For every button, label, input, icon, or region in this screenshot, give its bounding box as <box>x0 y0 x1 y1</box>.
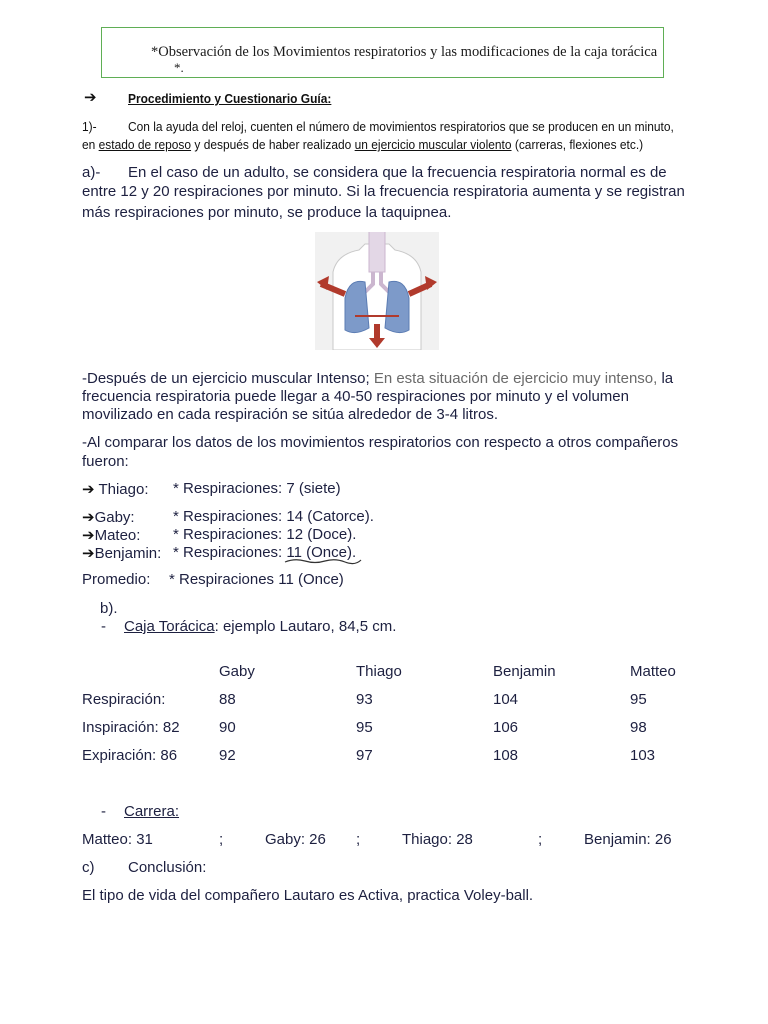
exercise-text: la <box>661 370 674 387</box>
carrera-item: Matteo: 31 <box>82 831 153 848</box>
table-cell: 106 <box>493 719 519 736</box>
table-cell: 104 <box>493 691 519 708</box>
student-row-mateo <box>82 526 140 544</box>
table-header: Gaby <box>219 663 255 680</box>
carrera-separator: ; <box>356 831 361 848</box>
table-cell: 108 <box>493 747 519 764</box>
caja-toracica-label: Caja Torácica <box>124 618 215 635</box>
caja-toracica-text: : ejemplo Lautaro, 84,5 cm. <box>214 618 397 635</box>
carrera-separator: ; <box>538 831 543 848</box>
student-row-gaby <box>82 508 135 526</box>
document-title: *Observación de los Movimientos respiratorios y las modificaciones de la caja torácica <box>151 44 658 60</box>
compare-line1: -Al comparar los datos de los movimientos respiratorios con respecto a otros compañeros <box>82 434 679 451</box>
para-a-line3: más respiraciones por minuto, se produce la taquipnea. <box>82 204 452 221</box>
item1-line2 <box>82 137 643 152</box>
conclusion-heading: Conclusión: <box>128 859 207 876</box>
exercise-line1 <box>82 370 673 387</box>
average-value: * Respiraciones 11 (Once) <box>169 571 344 588</box>
table-row-label: Respiración: <box>82 691 166 708</box>
table-cell: 92 <box>219 747 236 764</box>
table-cell: 88 <box>219 691 236 708</box>
exercise-line3: movilizado en cada respiración se sitúa alrededor de 3-4 litros. <box>82 406 499 423</box>
section-heading: Procedimiento y Cuestionario Guía: <box>128 91 332 106</box>
arrow-right-icon: ➔ <box>84 88 97 106</box>
student-name: Mateo: <box>94 527 141 544</box>
student-value: * Respiraciones: 7 (siete) <box>173 480 341 497</box>
underlined-phrase-exercise: un ejercicio muscular violento <box>354 137 512 152</box>
arrow-right-icon: ➔ <box>82 544 95 562</box>
exercise-text: -Después de un ejercicio muscular Intenso; <box>82 370 374 387</box>
carrera-label: Carrera: <box>124 803 180 820</box>
student-row-thiago <box>82 480 149 498</box>
carrera-item: Thiago: 28 <box>402 831 473 848</box>
item1-line1: Con la ayuda del reloj, cuenten el número de movimientos respiratorios que se producen en un minuto, <box>128 119 674 134</box>
underlined-phrase-rest: estado de reposo <box>98 137 192 152</box>
table-cell: 93 <box>356 691 373 708</box>
para-a-line2: entre 12 y 20 respiraciones por minuto. Si la frecuencia respiratoria aumenta y se registran <box>82 183 685 200</box>
table-cell: 103 <box>630 747 656 764</box>
compare-line2: fueron: <box>82 453 129 470</box>
carrera-item: Benjamin: 26 <box>584 831 672 848</box>
part-c-label: c) <box>82 859 95 876</box>
table-cell: 95 <box>356 719 373 736</box>
caja-toracica-line <box>124 618 396 635</box>
arrow-right-icon: ➔ <box>82 526 95 544</box>
list-dash: - <box>101 618 106 635</box>
table-cell: 90 <box>219 719 236 736</box>
student-row-benjamin <box>82 544 161 562</box>
table-header: Matteo <box>630 663 676 680</box>
title-footnote-star: *. <box>174 60 184 75</box>
item1-text: (carreras, flexiones etc.) <box>511 137 644 152</box>
student-value: * Respiraciones: 11 (Once). <box>173 544 357 561</box>
student-value: * Respiraciones: 12 (Doce). <box>173 526 357 543</box>
table-row-label: Expiración: 86 <box>82 747 178 764</box>
student-value: * Respiraciones: 14 (Catorce). <box>173 508 374 525</box>
lungs-illustration <box>315 232 439 350</box>
exercise-gray-text: En esta situación de ejercicio muy intenso, <box>373 370 662 387</box>
student-name: Thiago: <box>94 481 149 498</box>
conclusion-text: El tipo de vida del compañero Lautaro es Activa, practica Voley-ball. <box>82 887 534 904</box>
arrow-right-icon: ➔ <box>82 480 95 498</box>
table-cell: 95 <box>630 691 647 708</box>
table-header: Thiago <box>356 663 402 680</box>
arrow-right-icon: ➔ <box>82 508 95 526</box>
para-a-line1: En el caso de un adulto, se considera que la frecuencia respiratoria normal es de <box>128 164 667 181</box>
table-header: Benjamin <box>493 663 556 680</box>
carrera-separator: ; <box>219 831 224 848</box>
table-cell: 98 <box>630 719 647 736</box>
handwritten-underline <box>283 557 363 565</box>
list-dash: - <box>101 803 106 820</box>
exercise-line2: frecuencia respiratoria puede llegar a 40-50 respiraciones por minuto y el volumen <box>82 388 629 405</box>
student-name: Gaby: <box>94 509 135 526</box>
para-a-label: a)- <box>82 164 101 181</box>
part-b-label: b). <box>100 600 118 617</box>
average-label: Promedio: <box>82 571 151 588</box>
item1-text: en <box>82 137 99 152</box>
table-cell: 97 <box>356 747 373 764</box>
item-number: 1)- <box>82 119 97 134</box>
item1-text: y después de haber realizado <box>191 137 355 152</box>
carrera-item: Gaby: 26 <box>265 831 326 848</box>
student-name: Benjamin: <box>94 545 162 562</box>
table-row-label: Inspiración: 82 <box>82 719 180 736</box>
